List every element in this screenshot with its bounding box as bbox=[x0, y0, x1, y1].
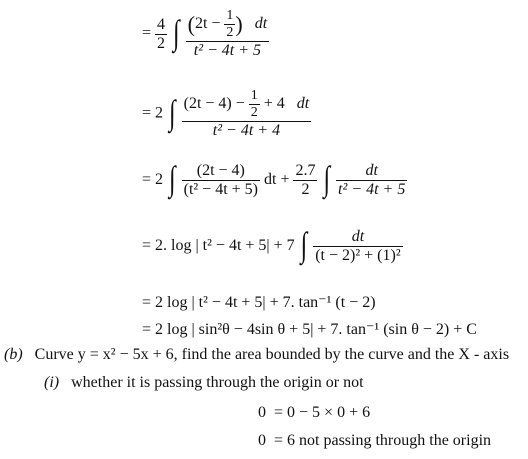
step-3-prefix: = 2 bbox=[142, 171, 164, 189]
step-3-fraction-2: $\frac{dt}{\text{t² − 4t + 5}}$ bbox=[338, 162, 406, 198]
part-b-label: (b) bbox=[4, 346, 23, 363]
integral-sign: ∫ bbox=[169, 94, 176, 133]
step-4 bbox=[142, 228, 403, 265]
step-3-fraction-1: $\frac{(2t - 4)}{\text{(t² − 4t + 5)}}$ bbox=[183, 162, 258, 198]
step-4-prefix: = 2. log | t² − 4t + 5| + 7 bbox=[142, 237, 295, 255]
check-line-1: 0 = 0 − 5 × 0 + 6 bbox=[258, 404, 371, 421]
part-i-label: (i) bbox=[44, 374, 60, 391]
step-1 bbox=[142, 8, 269, 60]
check-line-2: 0 = 6 not passing through the origin bbox=[258, 432, 492, 449]
step-2-prefix: = 2 bbox=[142, 104, 164, 122]
step-3-coef: $\frac{2.7}{2}$ bbox=[295, 162, 316, 198]
step-6: = 2 log | sin²θ − 4sin θ + 5| + 7. tan⁻¹ (sin θ − 2) + C bbox=[142, 321, 477, 338]
step-2 bbox=[142, 88, 311, 140]
step-3: = 2 ∫ $\frac{(2t - 4)}{\text{(t² − 4t + 5)}}$ dt + $\frac{2.7}{2}$ ∫ $\frac{dt}{\text{t² − 4t + 5}}$ bbox=[142, 160, 406, 199]
integral-sign: ∫ bbox=[323, 160, 331, 199]
integral-sign: ∫ bbox=[169, 160, 176, 199]
integral-sign: ∫ bbox=[173, 14, 180, 53]
step-1-coef: $\frac{4}{2}$ bbox=[157, 15, 166, 52]
part-b bbox=[4, 346, 509, 364]
integral-sign: ∫ bbox=[300, 226, 308, 265]
step-1-fraction: (2t − $\frac{1}{2}$ ) dt t² − 4t + 5 bbox=[187, 8, 268, 59]
step-4-fraction: $\frac{dt}{\text{(t − 2)² + (1)²}}$ bbox=[315, 228, 401, 264]
part-i-text: whether it is passing through the origin or not bbox=[71, 374, 364, 391]
part-b-text: Curve y = x² − 5x + 6, find the area bounded by the curve and the X - axis bbox=[34, 346, 510, 363]
step-1-prefix: = bbox=[142, 24, 156, 42]
part-i bbox=[44, 374, 364, 392]
step-2-fraction: (2t − 4) − $\frac{1}{2}$ + 4 dt t² − 4t + 4 bbox=[183, 88, 310, 139]
step-5: = 2 log | t² − 4t + 5| + 7. tan⁻¹ (t − 2) bbox=[142, 294, 376, 311]
